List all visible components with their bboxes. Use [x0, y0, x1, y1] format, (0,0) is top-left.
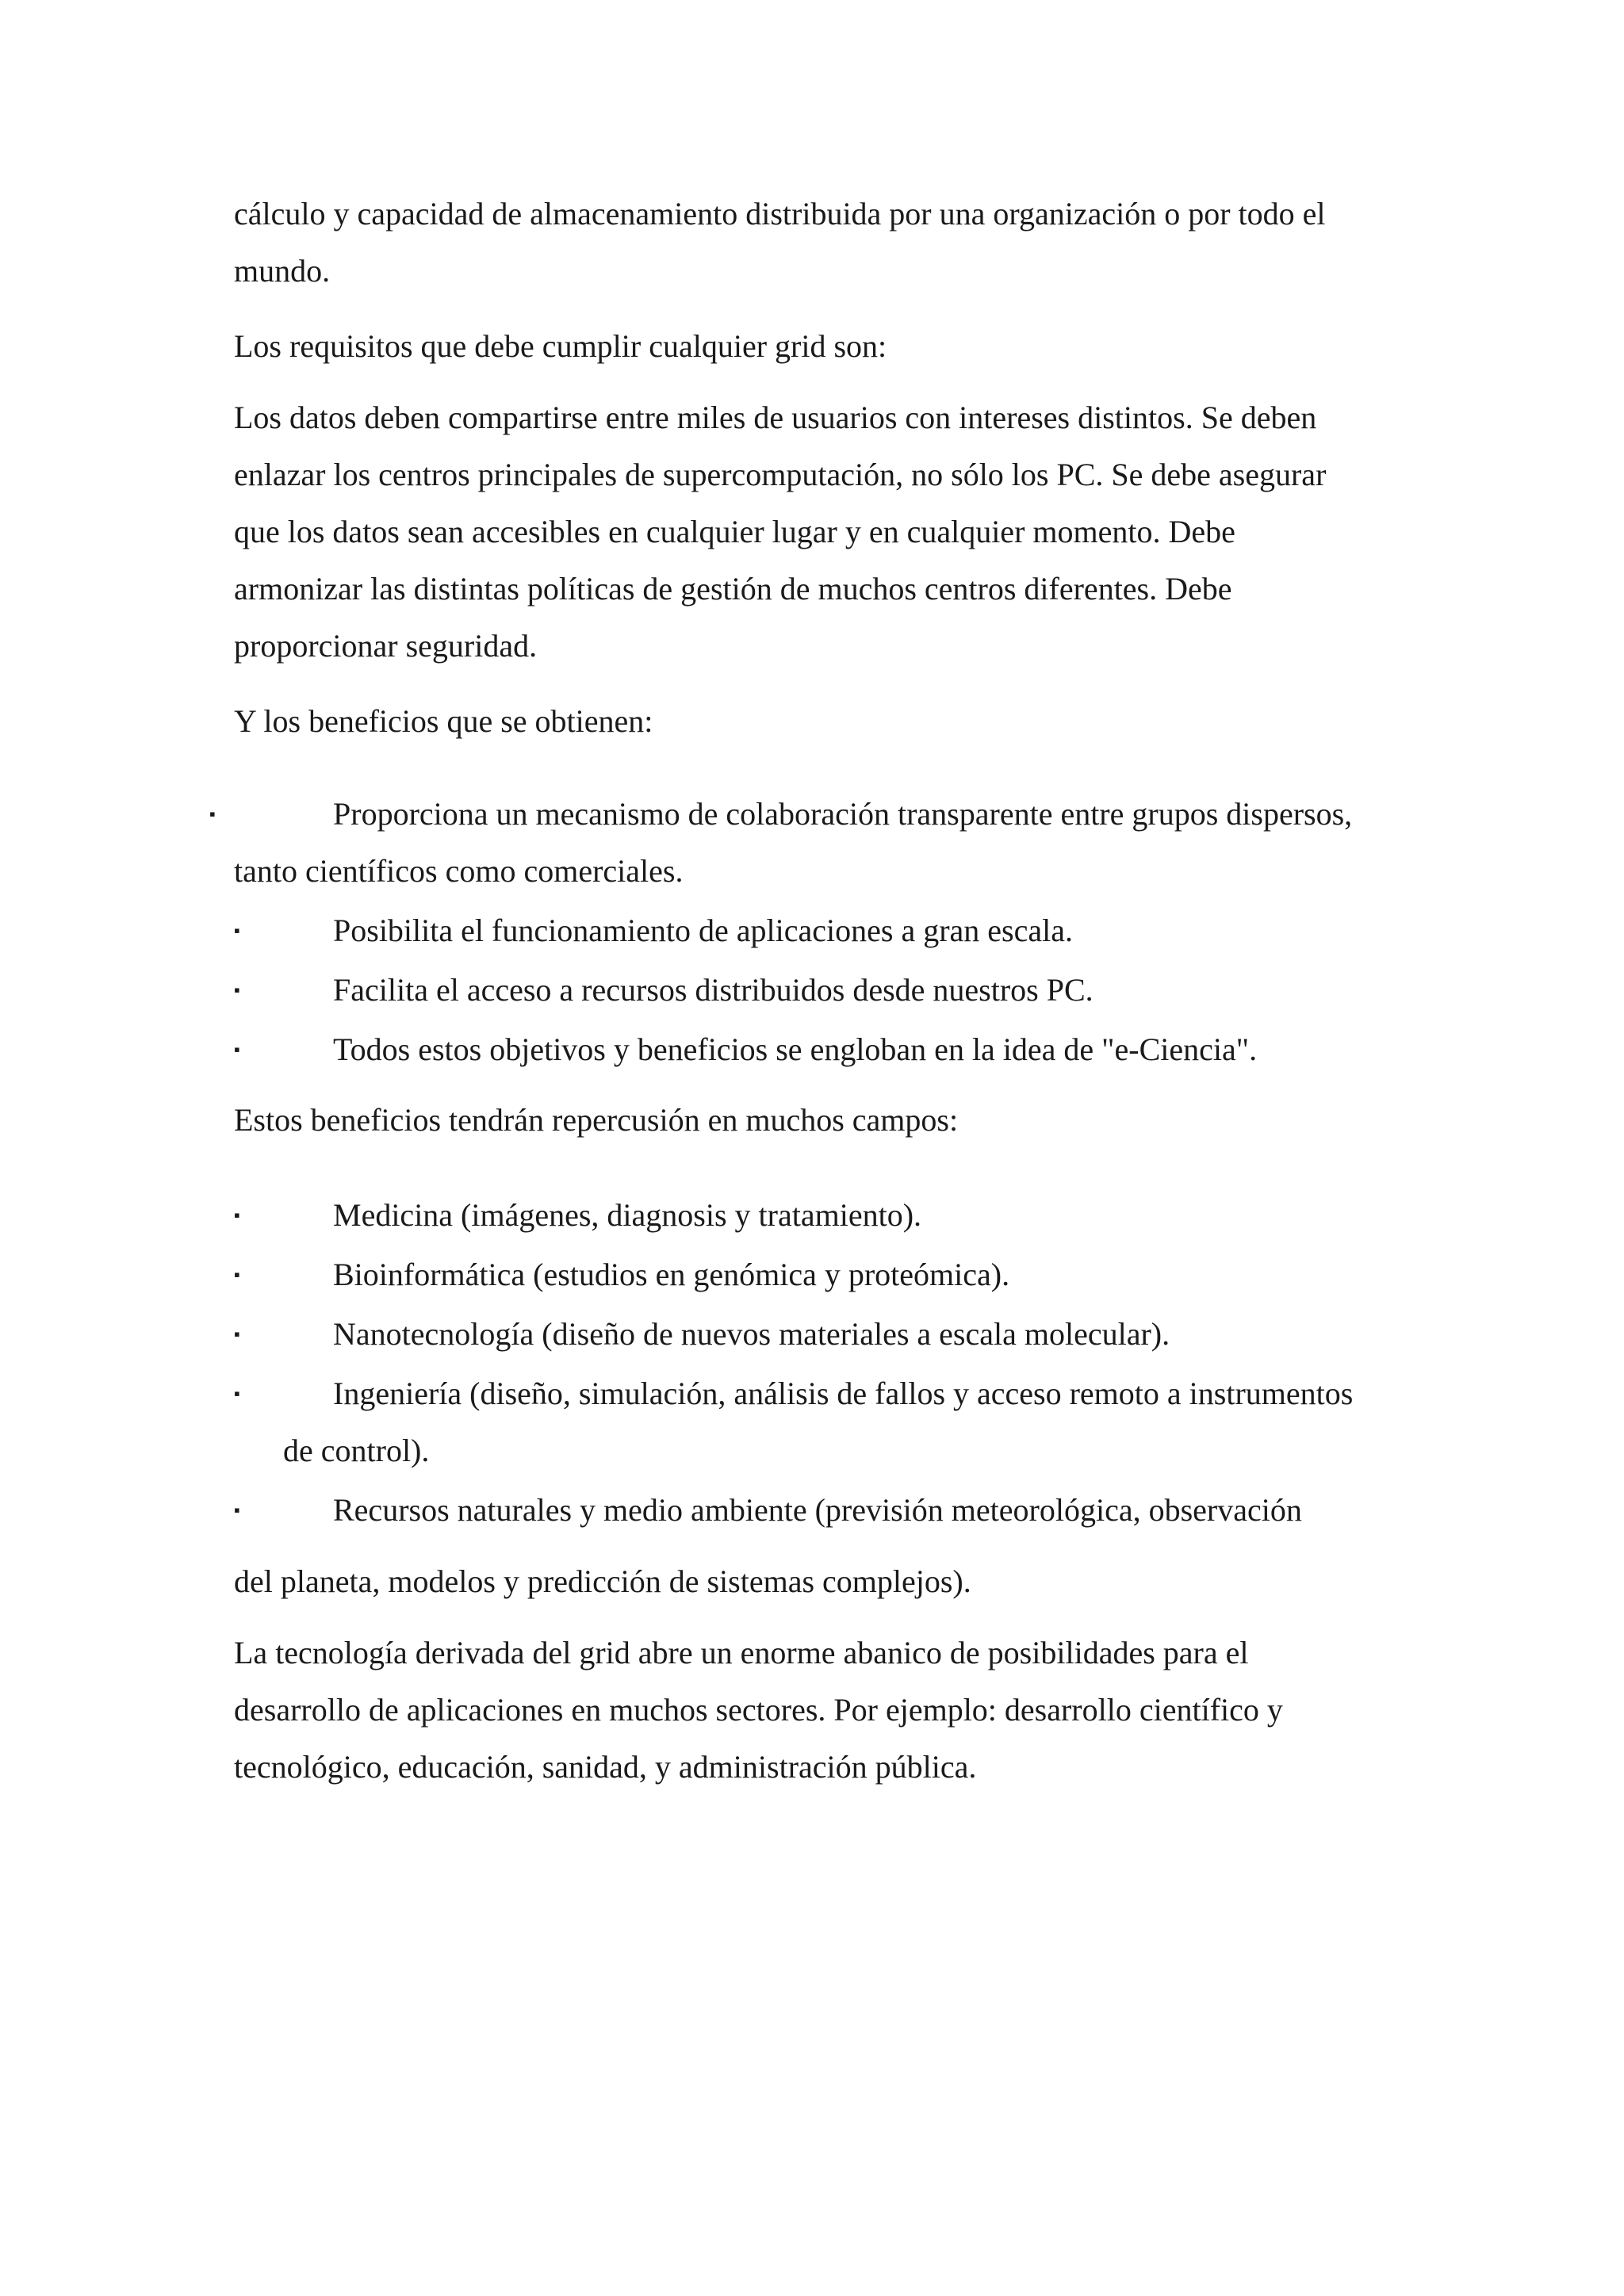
bullet-icon: ▪	[234, 1324, 240, 1344]
list-item-text: Nanotecnología (diseño de nuevos materiales a escala molecular).	[333, 1316, 1170, 1352]
paragraph-line: que los datos sean accesibles en cualquier lugar y en cualquier momento. Debe	[234, 514, 1235, 549]
list-item-text: Ingeniería (diseño, simulación, análisis de fallos y acceso remoto a instrumentos	[333, 1376, 1354, 1411]
paragraph-line: cálculo y capacidad de almacenamiento distribuida por una organización o por todo el	[234, 196, 1326, 232]
paragraph-line: desarrollo de aplicaciones en muchos sectores. Por ejemplo: desarrollo científico y	[234, 1692, 1283, 1728]
list-item-text: Proporciona un mecanismo de colaboración transparente entre grupos dispersos,	[333, 796, 1353, 832]
paragraph-line: proporcionar seguridad.	[234, 628, 538, 664]
bullet-icon: ▪	[209, 804, 216, 824]
paragraph-line: mundo.	[234, 253, 331, 289]
list-item-continuation: tanto científicos como comerciales.	[234, 853, 684, 889]
paragraph-line: enlazar los centros principales de supercomputación, no sólo los PC. Se debe asegurar	[234, 457, 1327, 492]
list-item-text: Facilita el acceso a recursos distribuidos desde nuestros PC.	[333, 972, 1094, 1008]
paragraph-line: Estos beneficios tendrán repercusión en muchos campos:	[234, 1102, 959, 1138]
bullet-icon: ▪	[234, 1205, 240, 1225]
paragraph-line: del planeta, modelos y predicción de sistemas complejos).	[234, 1563, 971, 1599]
paragraph-line: Y los beneficios que se obtienen:	[234, 703, 653, 739]
list-item-text: Recursos naturales y medio ambiente (previsión meteorológica, observación	[333, 1492, 1302, 1528]
list-item-text: Medicina (imágenes, diagnosis y tratamiento).	[333, 1197, 922, 1233]
bullet-icon: ▪	[234, 1500, 240, 1520]
list-item-text: Posibilita el funcionamiento de aplicaciones a gran escala.	[333, 913, 1073, 948]
paragraph-line: La tecnología derivada del grid abre un enorme abanico de posibilidades para el	[234, 1635, 1249, 1670]
list-item-continuation: de control).	[283, 1433, 430, 1468]
paragraph-line: Los datos deben compartirse entre miles de usuarios con intereses distintos. Se deben	[234, 400, 1317, 435]
paragraph-line: armonizar las distintas políticas de gestión de muchos centros diferentes. Debe	[234, 571, 1232, 607]
bullet-icon: ▪	[234, 1383, 240, 1403]
bullet-icon: ▪	[234, 1265, 240, 1284]
paragraph-line: Los requisitos que debe cumplir cualquier grid son:	[234, 328, 887, 364]
bullet-icon: ▪	[234, 920, 240, 940]
list-item-text: Todos estos objetivos y beneficios se engloban en la idea de "e-Ciencia".	[333, 1031, 1258, 1067]
bullet-icon: ▪	[234, 1039, 240, 1059]
list-item-text: Bioinformática (estudios en genómica y proteómica).	[333, 1257, 1010, 1292]
bullet-icon: ▪	[234, 980, 240, 1000]
paragraph-line: tecnológico, educación, sanidad, y administración pública.	[234, 1749, 977, 1785]
